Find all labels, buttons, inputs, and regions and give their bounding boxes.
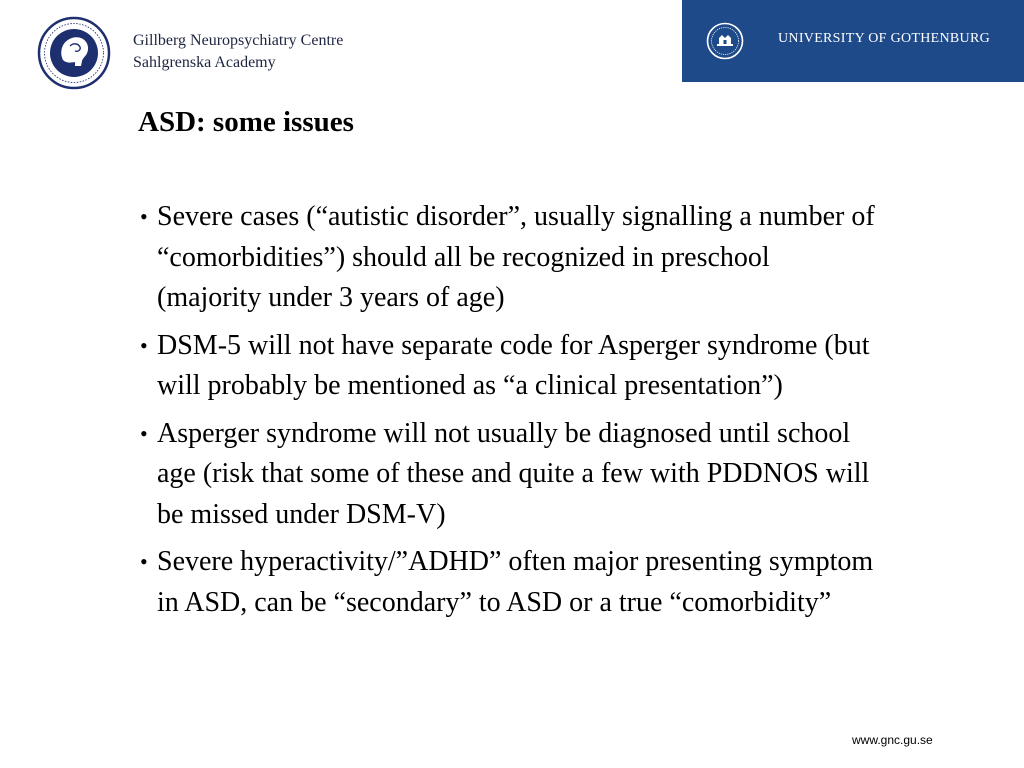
bullet-text: Severe cases (“autistic disorder”, usually signalling a number of “comorbidities”) should all be recognized in preschool (majority under 3 years of age) xyxy=(157,201,875,313)
bullet-dot-icon: • xyxy=(140,420,148,446)
bullet-dot-icon: • xyxy=(140,549,148,574)
slide-title: ASD: some issues xyxy=(138,106,354,138)
bullet-item xyxy=(138,414,878,536)
centre-name-line-2: Sahlgrenska Academy xyxy=(133,54,276,71)
bullet-dot-icon: • xyxy=(140,332,148,358)
university-name: UNIVERSITY OF GOTHENBURG xyxy=(778,31,991,46)
centre-name xyxy=(133,30,343,74)
university-banner xyxy=(682,0,1024,82)
bullet-dot-icon: • xyxy=(140,204,148,229)
footer-url: www.gnc.gu.se xyxy=(852,733,933,747)
gnc-seal-icon xyxy=(37,16,111,90)
bullet-text: Asperger syndrome will not usually be diagnosed until school age (risk that some of these and quite a few with PDDNOS will be missed under DSM-V) xyxy=(157,417,870,530)
bullet-item xyxy=(138,197,878,319)
centre-name-line-1: Gillberg Neuropsychiatry Centre xyxy=(133,32,344,49)
bullet-text: Severe hyperactivity/”ADHD” often major presenting symptom in ASD, can be “secondary” to ASD or a true “comorbidity” xyxy=(157,546,874,618)
bullet-list xyxy=(138,197,878,630)
bullet-text: DSM-5 will not have separate code for Asperger syndrome (but will probably be mentioned as “a clinical presentation”) xyxy=(157,329,870,401)
gu-seal-icon xyxy=(706,22,744,60)
bullet-item xyxy=(138,326,878,407)
bullet-item xyxy=(138,542,878,623)
